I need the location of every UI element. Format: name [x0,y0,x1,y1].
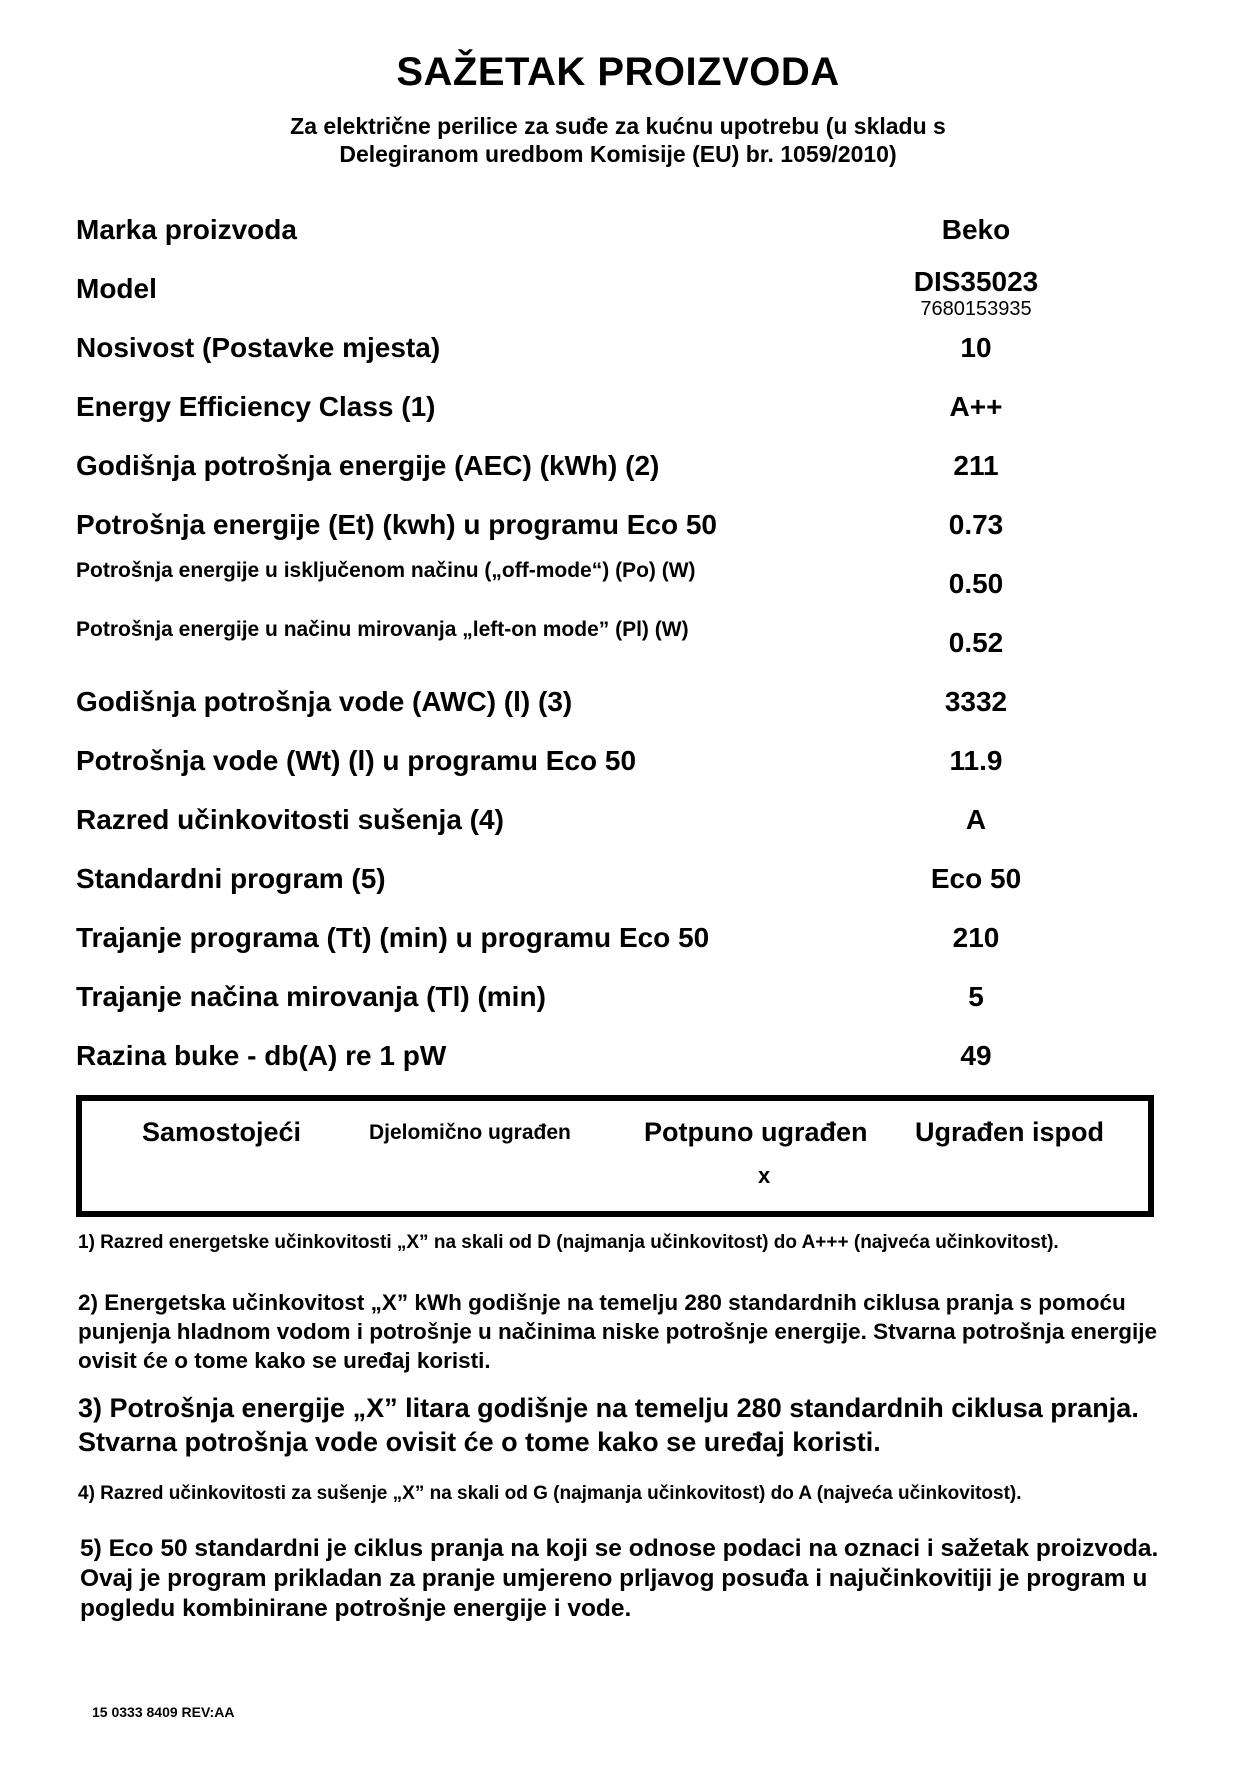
spec-value: 49 [960,1040,992,1071]
spec-row-drying-class [76,790,1116,849]
install-option-semi-integrated: Djelomično ugrađen [369,1121,571,1144]
page-subtitle [0,112,1236,168]
spec-value: 0.73 [948,509,1004,540]
spec-label: Trajanje programa (Tt) (min) u programu Eco 50 [76,922,710,953]
spec-row-program-water [76,731,1116,790]
spec-row-annual-energy [76,436,1116,495]
spec-label: Potrošnja energije (Et) (kwh) u programu Eco 50 [76,509,717,540]
footnote-1: 1) Razred energetske učinkovitosti „X” na skali od D (najmanja učinkovitost) do A+++ (najveća učinkovitost). [78,1232,1059,1253]
spec-table [76,200,1116,1085]
subtitle-line-1: Za električne perilice za suđe za kućnu upotrebu (u skladu s [290,113,946,139]
spec-value: 0.52 [948,627,1004,658]
spec-label: Potrošnja energije u načinu mirovanja „left-on mode” (Pl) (W) [76,618,689,641]
spec-label: Razred učinkovitosti sušenja (4) [76,804,504,835]
spec-label: Godišnja potrošnja vode (AWC) (l) (3) [76,686,573,717]
model-number: DIS35023 [913,266,1039,297]
spec-value [886,265,1066,319]
spec-value: Beko [941,214,1011,245]
spec-label: Energy Efficiency Class (1) [76,391,436,422]
install-option-freestanding: Samostojeći [142,1117,302,1147]
install-selected-mark: x [758,1163,771,1188]
installation-type-box [76,1095,1154,1217]
page-title: SAŽETAK PROIZVODA [396,50,840,94]
install-option-fully-integrated: Potpuno ugrađen [644,1117,868,1147]
spec-row-standard-program [76,849,1116,908]
document-code: 15 0333 8409 REV:AA [92,1704,235,1720]
spec-value: 0.50 [948,568,1004,599]
spec-label: Trajanje načina mirovanja (Tl) (min) [76,981,546,1012]
spec-row-capacity [76,318,1116,377]
spec-value: A++ [949,391,1003,422]
spec-row-noise [76,1026,1116,1085]
spec-label: Model [76,273,157,304]
footnote-3: 3) Potrošnja energije „X” litara godišnje na temelju 280 standardnih ciklusa pranja. Stvarna potrošnja vode ovisit će o tome kako se uređaj koristi. [78,1393,1139,1457]
spec-label: Marka proizvoda [76,214,297,245]
spec-row-energy-class [76,377,1116,436]
spec-value: 10 [960,332,992,363]
spec-row-left-on-mode [76,613,1116,672]
subtitle-line-2: Delegiranom uredbom Komisije (EU) br. 1059/2010) [339,141,897,167]
spec-label: Potrošnja vode (Wt) (l) u programu Eco 50 [76,745,637,776]
spec-label: Potrošnja energije u isključenom načinu („off-mode“) (Po) (W) [76,559,696,582]
spec-label: Godišnja potrošnja energije (AEC) (kWh) (2) [76,450,660,481]
footnote-5: 5) Eco 50 standardni je ciklus pranja na koji se odnose podaci na oznaci i sažetak proizvoda. Ovaj je program prikladan za pranje umjereno prljavog posuđa i najučinkovitiji je program u pogledu kombinirane potrošnje energije i vode. [80,1535,1159,1622]
spec-row-program-energy [76,495,1116,554]
spec-value: 211 [953,450,999,481]
spec-label: Standardni program (5) [76,863,386,894]
spec-row-brand [76,200,1116,259]
spec-value: 5 [968,981,984,1012]
footnote-4: 4) Razred učinkovitosti za sušenje „X” na skali od G (najmanja učinkovitost) do A (najveća učinkovitost). [78,1483,1022,1504]
spec-row-model [76,259,1116,318]
spec-value: 3332 [944,686,1008,717]
spec-row-program-duration [76,908,1116,967]
spec-row-annual-water [76,672,1116,731]
spec-value: Eco 50 [930,863,1022,894]
spec-value: A [965,804,987,835]
footnote-2: 2) Energetska učinkovitost „X” kWh godišnje na temelju 280 standardnih ciklusa pranja s pomoću punjenja hladnom vodom i potrošnje u načinima niske potrošnje energije. Stvarna potrošnja energije ovisit će o tome kako se uređaj koristi. [78,1290,1157,1373]
model-code: 7680153935 [920,298,1032,320]
spec-value: 210 [952,922,1000,953]
spec-row-off-mode [76,554,1116,613]
install-option-built-under: Ugrađen ispod [915,1117,1105,1147]
spec-label: Razina buke - db(A) re 1 pW [76,1040,447,1071]
spec-value: 11.9 [949,745,1003,776]
spec-row-left-on-duration [76,967,1116,1026]
spec-label: Nosivost (Postavke mjesta) [76,332,441,363]
